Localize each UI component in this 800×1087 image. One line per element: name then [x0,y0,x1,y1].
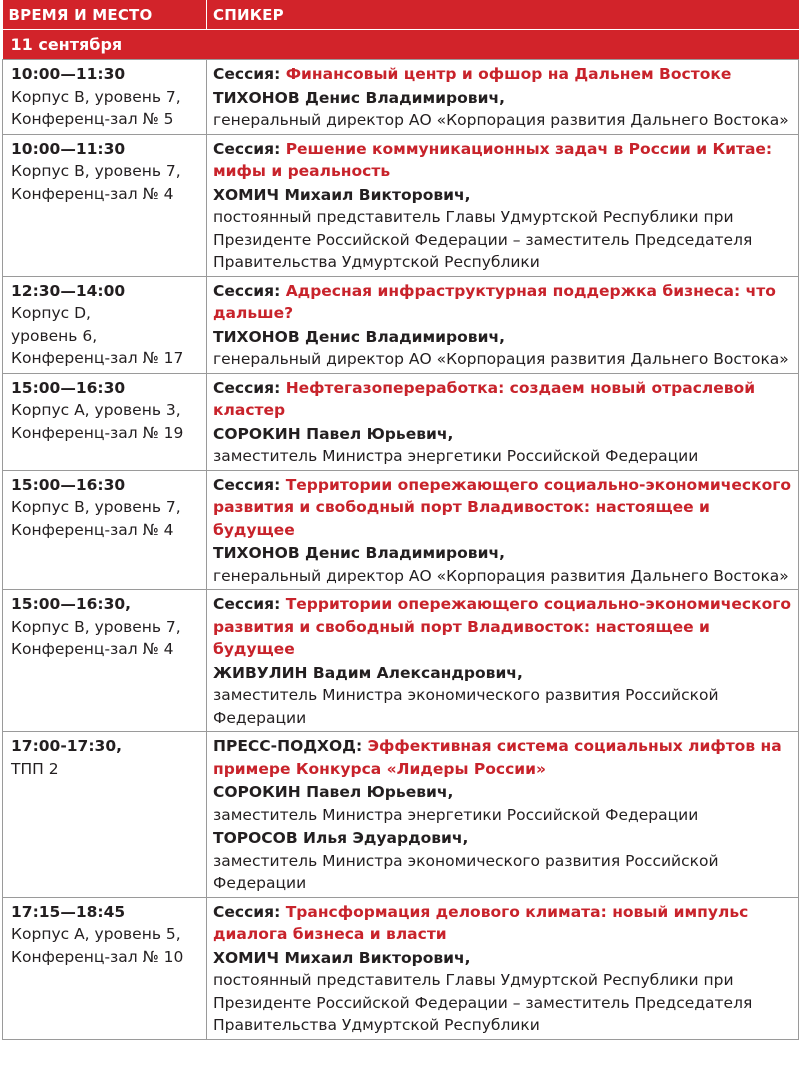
time-place-cell [3,732,207,898]
table-row [3,732,799,898]
session-location: Корпус В, уровень 7, Конференц-зал № 5 [11,87,181,128]
speaker-cell [207,134,799,276]
session-topic: Трансформация делового климата: новый импульс диалога бизнеса и власти [213,902,749,943]
speaker-name: СОРОКИН Павел Юрьевич, [213,424,454,443]
session-title [213,138,792,183]
speaker-name: ЖИВУЛИН Вадим Александрович, [213,663,523,682]
speaker-entry [213,423,792,468]
speaker-cell [207,897,799,1039]
speaker-cell [207,470,799,590]
time-place-cell [3,590,207,732]
session-kind: Сессия: [213,65,281,83]
speaker-role: заместитель Министра энергетики Российской Федерации [213,805,699,824]
session-time: 15:00—16:30 [11,475,126,494]
session-time: 12:30—14:00 [11,281,126,300]
speaker-name: ТОРОСОВ Илья Эдуардович, [213,829,469,847]
table-row [3,60,799,135]
session-title [213,280,792,325]
speaker-cell [207,276,799,373]
session-location: Корпус D, уровень 6, Конференц-зал № 17 [11,304,184,367]
session-topic: Нефтегазопереработка: создаем новый отраслевой кластер [213,378,756,419]
session-time: 17:15—18:45 [11,902,126,921]
session-time: 17:00-17:30, [11,737,122,755]
session-location: Корпус В, уровень 7, Конференц-зал № 4 [11,162,181,203]
speaker-name: ТИХОНОВ Денис Владимирович, [213,544,505,562]
speaker-cell [207,590,799,732]
session-topic: Решение коммуникационных задач в России и Китае: мифы и реальность [213,139,773,180]
time-place-cell [3,60,207,135]
table-header [3,0,799,30]
session-kind: Сессия: [213,378,281,397]
speaker-role: генеральный директор АО «Корпорация развития Дальнего Востока» [213,350,789,368]
date-label: 11 сентября [3,30,799,60]
column-header-speaker: СПИКЕР [207,0,799,30]
session-topic: Территории опережающего социально-экономического развития и свободный порт Владивосток: настоящее и будущее [213,595,791,658]
speaker-role: постоянный представитель Главы Удмуртской Республики при Президенте Российской Федерации – заместитель Председателя Правительства Удмуртской Республики [213,208,753,271]
session-title [213,735,792,780]
speaker-role: заместитель Министра энергетики Российской Федерации [213,447,699,465]
speaker-name: СОРОКИН Павел Юрьевич, [213,783,454,801]
session-topic: Эффективная система социальных лифтов на примере Конкурса «Лидеры России» [213,737,782,778]
session-kind: Сессия: [213,475,281,494]
session-location: Корпус А, уровень 3, Конференц-зал № 19 [11,401,184,442]
session-time: 10:00—11:30 [11,139,126,158]
column-header-place: ВРЕМЯ И МЕСТО [3,0,207,30]
speaker-role: постоянный представитель Главы Удмуртской Республики при Президенте Российской Федерации – заместитель Председателя Правительства Удмуртской Республики [213,971,753,1034]
session-topic: Территории опережающего социально-экономического развития и свободный порт Владивосток: настоящее и будущее [213,475,791,539]
session-time: 10:00—11:30 [11,65,126,83]
time-place-cell [3,373,207,470]
speaker-entry [213,827,792,895]
session-title [213,474,792,542]
speaker-role: генеральный директор АО «Корпорация развития Дальнего Востока» [213,111,789,129]
table-row [3,276,799,373]
time-place-cell [3,470,207,590]
session-topic: Адресная инфраструктурная поддержка бизнеса: что дальше? [213,281,776,322]
table-row [3,470,799,590]
speaker-entry [213,947,792,1037]
speaker-role: генеральный директор АО «Корпорация развития Дальнего Востока» [213,566,789,585]
session-kind: ПРЕСС-ПОДХОД: [213,737,363,755]
speaker-name: ТИХОНОВ Денис Владимирович, [213,327,505,346]
speaker-role: заместитель Министра экономического развития Российской Федерации [213,851,719,892]
table-row [3,897,799,1039]
schedule-table [2,0,799,1040]
speaker-name: ХОМИЧ Михаил Викторович, [213,185,471,204]
session-kind: Сессия: [213,595,281,613]
table-row [3,373,799,470]
session-location: ТПП 2 [11,759,59,778]
session-time: 15:00—16:30, [11,595,132,613]
speaker-entry [213,87,792,132]
speaker-name: ХОМИЧ Михаил Викторович, [213,948,471,967]
speaker-name: ТИХОНОВ Денис Владимирович, [213,88,505,107]
session-time: 15:00—16:30 [11,378,126,397]
speaker-entry [213,781,792,826]
session-kind: Сессия: [213,139,281,158]
time-place-cell [3,276,207,373]
speaker-cell [207,732,799,898]
session-kind: Сессия: [213,281,281,300]
speaker-cell [207,60,799,135]
time-place-cell [3,134,207,276]
speaker-entry [213,326,792,371]
table-row [3,590,799,732]
session-location: Корпус В, уровень 7, Конференц-зал № 4 [11,498,181,539]
session-topic: Финансовый центр и офшор на Дальнем Востоке [285,65,732,83]
speaker-entry [213,662,792,730]
session-title [213,63,792,86]
session-location: Корпус В, уровень 7, Конференц-зал № 4 [11,617,181,658]
session-title [213,901,792,946]
speaker-entry [213,184,792,274]
speaker-role: заместитель Министра экономического развития Российской Федерации [213,686,719,727]
session-title [213,377,792,422]
session-location: Корпус А, уровень 5, Конференц-зал № 10 [11,925,184,966]
session-title [213,593,792,661]
time-place-cell [3,897,207,1039]
session-kind: Сессия: [213,902,281,921]
date-row [3,30,799,60]
speaker-cell [207,373,799,470]
speaker-entry [213,542,792,587]
table-row [3,134,799,276]
